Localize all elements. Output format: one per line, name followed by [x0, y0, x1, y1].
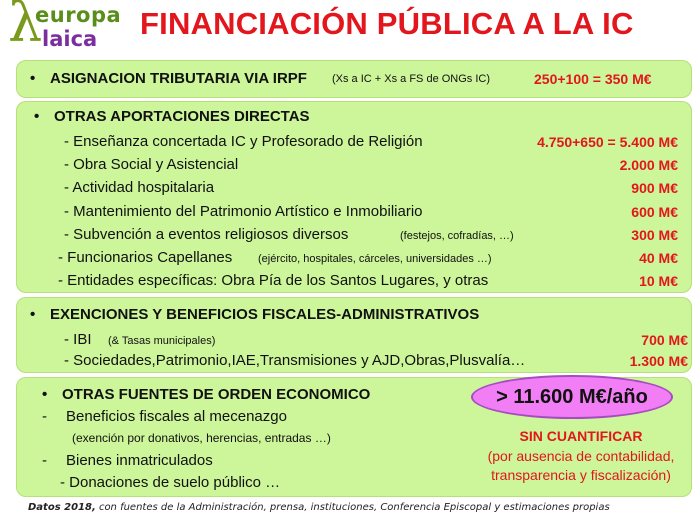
- tax-exemptions-heading: EXENCIONES Y BENEFICIOS FISCALES-ADMINISTRATIVOS: [50, 306, 480, 323]
- item-amount: 10 M€: [639, 273, 678, 289]
- item-note: (ejército, hospitales, cárceles, universidades …): [258, 253, 492, 265]
- bullet: •: [30, 306, 36, 323]
- item-label: - Actividad hospitalaria: [64, 179, 215, 196]
- irpf-amount: 250+100 = 350 M€: [534, 71, 652, 87]
- list-item: [64, 351, 688, 375]
- item-label: - Entidades específicas: Obra Pía de los Santos Lugares, y otras: [58, 272, 489, 289]
- item-amount: 2.000 M€: [619, 157, 678, 173]
- direct-contributions-heading: OTRAS APORTACIONES DIRECTAS: [54, 108, 310, 125]
- direct-contributions-section: [16, 101, 692, 293]
- item-label: - IBI: [64, 331, 92, 348]
- item-label: - Funcionarios Capellanes: [58, 249, 233, 266]
- other-sources-heading: OTRAS FUENTES DE ORDEN ECONOMICO: [62, 386, 371, 403]
- item-note: (festejos, cofradías, …): [400, 230, 514, 242]
- uncounted-reason-line2: transparencia y fiscalización): [491, 467, 671, 483]
- list-dash: -: [42, 408, 47, 425]
- list-dash: -: [42, 452, 47, 469]
- item-label: - Obra Social y Asistencial: [64, 156, 239, 173]
- item-note: (& Tasas municipales): [108, 335, 216, 347]
- irpf-heading: ASIGNACION TRIBUTARIA VIA IRPF: [50, 70, 307, 87]
- list-item: [64, 224, 678, 248]
- item-amount: 40 M€: [639, 250, 678, 266]
- list-item: Beneficios fiscales al mecenazgo: [66, 408, 287, 425]
- item-amount: 600 M€: [631, 204, 678, 220]
- list-item: [58, 247, 678, 271]
- item-amount: 4.750+650 = 5.400 M€: [537, 134, 678, 150]
- total-amount-badge: [471, 375, 673, 419]
- page-title: FINANCIACIÓN PÚBLICA A LA IC: [140, 6, 634, 41]
- list-item: [64, 154, 678, 178]
- total-amount: > 11.600 M€/año: [496, 386, 648, 408]
- list-item: Bienes inmatriculados: [66, 452, 213, 469]
- bullet: •: [42, 386, 48, 403]
- irpf-section: [16, 60, 692, 98]
- logo-text-laica: laica: [42, 27, 98, 51]
- list-item-note: (exención por donativos, herencias, entradas …): [72, 431, 331, 445]
- item-label: - Mantenimiento del Patrimonio Artístico e Inmobiliario: [64, 203, 423, 220]
- list-item: [64, 131, 678, 155]
- list-item: - Donaciones de suelo público …: [60, 474, 281, 491]
- logo-text-europa: europa: [35, 3, 122, 27]
- irpf-note: (Xs a IC + Xs a FS de ONGs IC): [332, 73, 491, 85]
- footer-text: con fuentes de la Administración, prensa, instituciones, Conferencia Episcopal y estimaciones propias: [95, 502, 610, 513]
- list-item: [58, 270, 678, 294]
- tax-exemptions-section: [16, 297, 692, 373]
- item-label: - Sociedades,Patrimonio,IAE,Transmisiones y AJD,Obras,Plusvalía…: [64, 352, 526, 369]
- uncounted-reason-line1: (por ausencia de contabilidad,: [487, 448, 675, 464]
- item-label: - Subvención a eventos religiosos diversos: [64, 226, 349, 243]
- list-item: [64, 329, 688, 353]
- item-amount: 900 M€: [631, 180, 678, 196]
- europa-laica-logo: [8, 2, 120, 54]
- footer-source: [28, 502, 610, 513]
- bullet: •: [34, 108, 40, 125]
- uncounted-label: SIN CUANTIFICAR: [519, 428, 643, 444]
- item-amount: 300 M€: [631, 227, 678, 243]
- bullet: •: [30, 70, 36, 87]
- list-item: [64, 201, 678, 225]
- item-label: - Enseñanza concertada IC y Profesorado de Religión: [64, 133, 423, 150]
- footer-year: Datos 2018,: [28, 502, 96, 513]
- item-amount: 700 M€: [641, 332, 688, 348]
- item-amount: 1.300 M€: [629, 353, 688, 369]
- logo-lambda-symbol: λ: [8, 0, 43, 54]
- list-item: [64, 177, 678, 201]
